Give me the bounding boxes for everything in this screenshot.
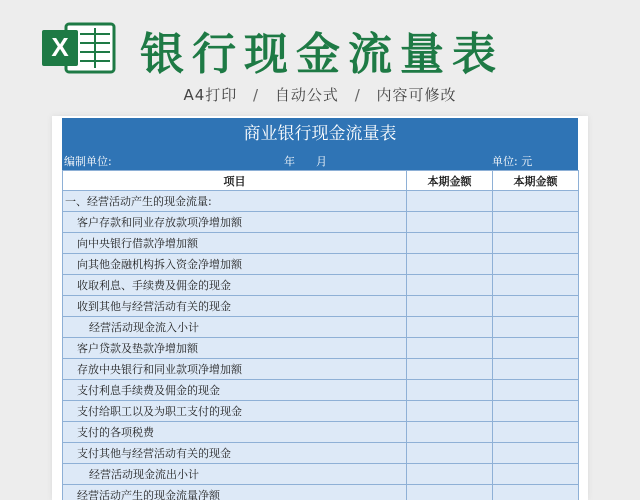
row-label-cell[interactable]: 向中央银行借款净增加额 (63, 233, 407, 254)
row-label-cell[interactable]: 经营活动现金流出小计 (63, 464, 407, 485)
subtitle-separator: / (354, 86, 361, 104)
column-header-amount: 本期金额 (407, 171, 493, 191)
table-row (63, 464, 579, 485)
amount-cell[interactable] (407, 485, 493, 500)
column-header-amount: 本期金额 (493, 171, 579, 191)
table-header-row (63, 171, 579, 191)
row-label-cell[interactable]: 支付的各项税费 (63, 422, 407, 443)
subtitle-separator: / (253, 86, 260, 104)
amount-cell[interactable] (493, 359, 579, 380)
table-row (63, 317, 579, 338)
table-row (63, 212, 579, 233)
amount-cell[interactable] (493, 212, 579, 233)
cash-flow-table (62, 170, 579, 500)
amount-cell[interactable] (493, 296, 579, 317)
amount-cell[interactable] (493, 422, 579, 443)
amount-cell[interactable] (493, 338, 579, 359)
row-label-cell[interactable]: 收到其他与经营活动有关的现金 (63, 296, 407, 317)
amount-cell[interactable] (493, 275, 579, 296)
amount-cell[interactable] (407, 212, 493, 233)
row-label-cell[interactable]: 一、经营活动产生的现金流量: (63, 191, 407, 212)
row-label-cell[interactable]: 支付利息手续费及佣金的现金 (63, 380, 407, 401)
subtitle-auto-formula: 自动公式 (274, 86, 339, 104)
table-row (63, 296, 579, 317)
table-row (63, 380, 579, 401)
amount-cell[interactable] (407, 191, 493, 212)
table-row (63, 443, 579, 464)
row-label-cell[interactable]: 经营活动产生的现金流量净额 (63, 485, 407, 500)
table-row (63, 191, 579, 212)
page-title: 银行现金流量表 (140, 29, 504, 80)
subtitle-a4-print: A4打印 (183, 86, 238, 104)
logo-letter: X (51, 32, 69, 62)
row-label-cell[interactable]: 向其他金融机构拆入资金净增加额 (63, 254, 407, 275)
amount-cell[interactable] (407, 317, 493, 338)
table-row (63, 401, 579, 422)
table-row (63, 254, 579, 275)
amount-cell[interactable] (493, 380, 579, 401)
amount-cell[interactable] (407, 275, 493, 296)
amount-cell[interactable] (493, 233, 579, 254)
report-month-label: 月 (316, 155, 327, 168)
table-row (63, 485, 579, 500)
amount-cell[interactable] (407, 233, 493, 254)
table-row (63, 338, 579, 359)
amount-cell[interactable] (493, 464, 579, 485)
excel-logo-icon (40, 20, 118, 76)
report-meta-row (62, 150, 578, 170)
amount-cell[interactable] (407, 380, 493, 401)
table-row (63, 422, 579, 443)
row-label-cell[interactable]: 支付其他与经营活动有关的现金 (63, 443, 407, 464)
amount-cell[interactable] (407, 338, 493, 359)
table-row (63, 275, 579, 296)
page-subtitle (0, 84, 640, 105)
row-label-cell[interactable]: 经营活动现金流入小计 (63, 317, 407, 338)
amount-cell[interactable] (493, 254, 579, 275)
table-row (63, 359, 579, 380)
amount-cell[interactable] (493, 191, 579, 212)
report-unit-label: 编制单位: (64, 155, 112, 168)
subtitle-editable: 内容可修改 (376, 86, 457, 104)
amount-cell[interactable] (407, 296, 493, 317)
report-year-label: 年 (284, 155, 295, 168)
amount-cell[interactable] (493, 317, 579, 338)
amount-cell[interactable] (407, 254, 493, 275)
row-label-cell[interactable]: 存放中央银行和同业款项净增加额 (63, 359, 407, 380)
amount-cell[interactable] (493, 485, 579, 500)
amount-cell[interactable] (407, 359, 493, 380)
table-row (63, 233, 579, 254)
amount-cell[interactable] (493, 401, 579, 422)
amount-cell[interactable] (493, 443, 579, 464)
amount-cell[interactable] (407, 401, 493, 422)
row-label-cell[interactable]: 收取利息、手续费及佣金的现金 (63, 275, 407, 296)
amount-cell[interactable] (407, 422, 493, 443)
report-title: 商业银行现金流量表 (62, 118, 578, 150)
column-header-item: 项目 (63, 171, 407, 191)
page-header (0, 0, 640, 110)
row-label-cell[interactable]: 支付给职工以及为职工支付的现金 (63, 401, 407, 422)
amount-cell[interactable] (407, 443, 493, 464)
amount-cell[interactable] (407, 464, 493, 485)
spreadsheet-preview (52, 116, 588, 500)
report-currency-unit: 单位: 元 (492, 155, 533, 168)
row-label-cell[interactable]: 客户存款和同业存放款项净增加额 (63, 212, 407, 233)
row-label-cell[interactable]: 客户贷款及垫款净增加额 (63, 338, 407, 359)
